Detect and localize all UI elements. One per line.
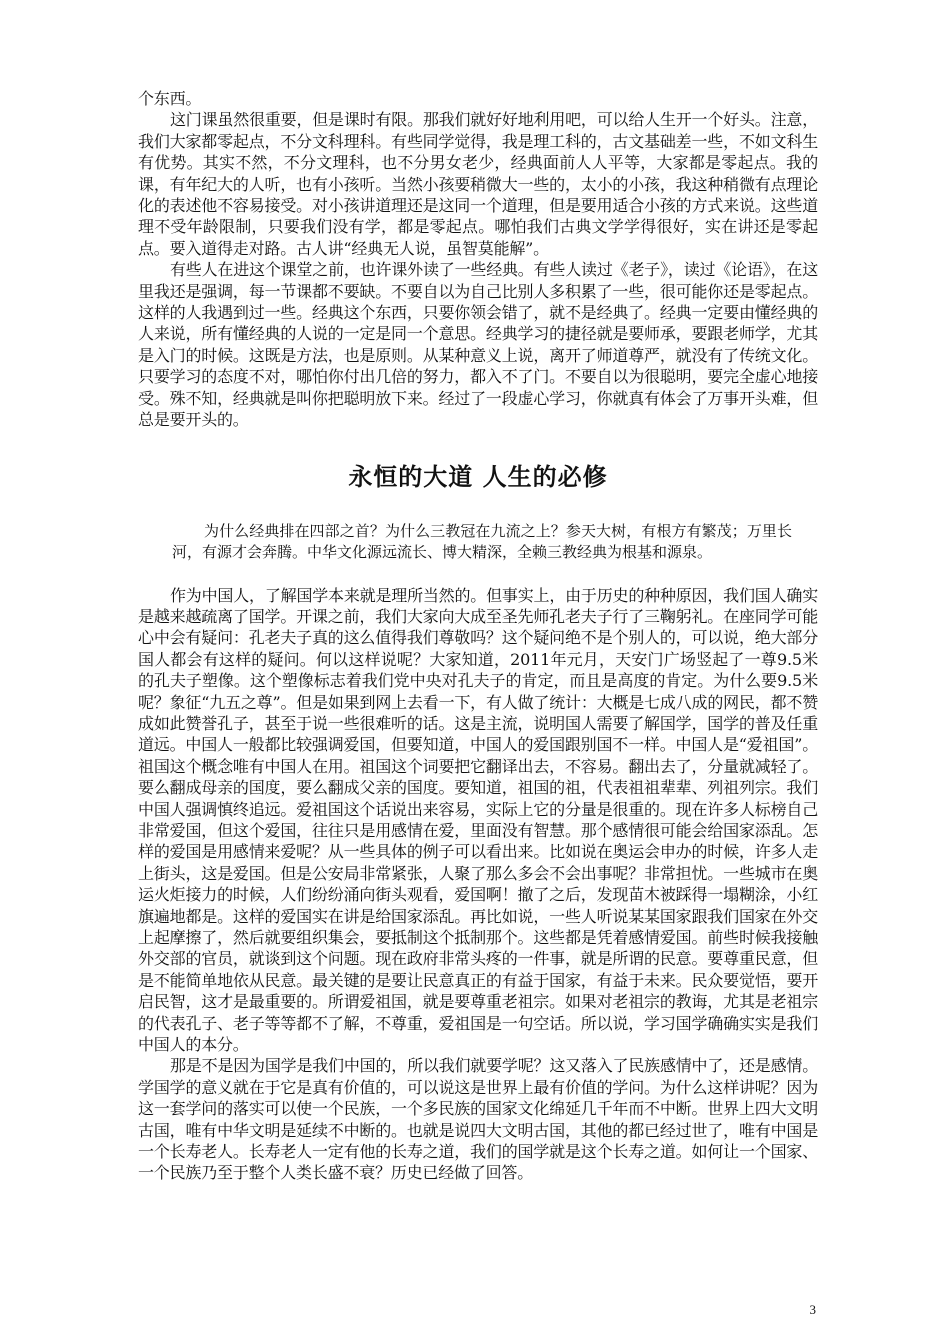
paragraph-course-intro: 这门课虽然很重要，但是课时有限。那我们就好好地利用吧，可以给人生开一个好头。注意，我们大家都零起点，不分文科理科。有些同学觉得，我是理工科的，古文基础差一些，不如文科生有优势。其实不然，不分文理科，也不分男女老少，经典面前人人平等，大家都是零起点。我的课，有年纪大的人听，也有小孩听。当然小孩要稍微大一些的，太小的小孩，我这种稍微有点理论化的表述他不容易接受。对小孩讲道理还是这同一个道理，但是要用适合小孩的方式来说。这些道理不受年龄限制，只要我们没有学，都是零起点。哪怕我们古典文学学得很好，实在讲还是零起点。要入道得走对路。古人讲“经典无人说，虽智莫能解”。 [138,110,818,258]
paragraph-patriotism: 作为中国人，了解国学本来就是理所当然的。但事实上，由于历史的种种原因，我们国人确实是越来越疏离了国学。开课之前，我们大家向大成至圣先师孔老夫子行了三鞠躬礼。在座同学可能心中会有疑问：孔老夫子真的这么值得我们尊敬吗？这个疑问绝不是个别人的，可以说，绝大部分国人都会有这样的疑问。何以这样说呢？大家知道，2011年元月，天安门广场竖起了一尊9.5米的孔夫子塑像。这个塑像标志着我们党中央对孔夫子的肯定，而且是高度的肯定。为什么要9.5米呢？象征“九五之尊”。但是如果到网上去看一下，有人做了统计：大概是七成八成的网民，都不赞成如此赞誉孔子，甚至于说一些很难听的话。这是主流，说明国人需要了解国学，国学的普及任重道远。中国人一般都比较强调爱国，但要知道，中国人的爱国跟别国不一样。中国人是“爱祖国”。祖国这个概念唯有中国人在用。祖国这个词要把它翻译出去，不容易。翻出去了，分量就减轻了。要么翻成母亲的国度，要么翻成父亲的国度。要知道，祖国的祖，代表祖祖辈辈、列祖列宗。我们中国人强调慎终追远。爱祖国这个话说出来容易，实际上它的分量是很重的。现在许多人标榜自己非常爱国，但这个爱国，往往只是用感情在爱，里面没有智慧。那个感情很可能会给国家添乱。怎样的爱国是用感情来爱呢？从一些具体的例子可以看出来。比如说在奥运会申办的时候，许多人走上街头，这是爱国。但是公安局非常紧张，人聚了那么多会不会出事呢？非常担忧。一些城市在奥运火炬接力的时候，人们纷纷涌向街头观看，爱国啊！撤了之后，发现苗木被踩得一塌糊涂，小红旗遍地都是。这样的爱国实在讲是给国家添乱。再比如说，一些人听说某某国家跟我们国家在外交上起摩擦了，然后就要组织集会，要抵制这个抵制那个。这些都是凭着感情爱国。前些时候我接触外交部的官员，就谈到这个问题。现在政府非常头疼的一件事，就是所谓的民意。要尊重民意，但是不能简单地依从民意。最关键的是要让民意真正的有益于国家，有益于未来。民众要觉悟，要开启民智，这才是最重要的。所谓爱祖国，就是要尊重老祖宗。如果对老祖宗的教诲，尤其是老祖宗的代表孔子、老子等等都不了解，不尊重，爱祖国是一句空话。所以说，学习国学确确实实是我们中国人的本分。 [138,585,818,1055]
page-number: 3 [809,1302,816,1317]
page-content [138,88,818,1184]
paragraph-classics-study: 有些人在进这个课堂之前，也许课外读了一些经典。有些人读过《老子》，读过《论语》，在这里我还是强调，每一节课都不要缺。不要自以为自己比别人多积累了一些，很可能你还是零起点。这样的人我遇到过一些。经典这个东西，只要你领会错了，就不是经典了。经典一定要由懂经典的人来说，所有懂经典的人说的一定是同一个意思。经典学习的捷径就是要师承，要跟老师学，尤其是入门的时候。这既是方法，也是原则。从某种意义上说，离开了师道尊严，就没有了传统文化。只要学习的态度不对，哪怕你付出几倍的努力，都入不了门。不要自以为很聪明，要完全虚心地接受。殊不知，经典就是叫你把聪明放下来。经过了一段虚心学习，你就真有体会了万事开头难，但总是要开头的。 [138,260,818,430]
paragraph-continuation: 个东西。 [138,89,202,108]
paragraph-value-of-guoxue: 那是不是因为国学是我们中国的，所以我们就要学呢？这又落入了民族感情中了，还是感情。学国学的意义就在于它是真有价值的，可以说这是世界上最有价值的学问。为什么这样讲呢？因为这一套学问的落实可以使一个民族，一个多民族的国家文化绵延几千年而不中断。世界上四大文明古国，唯有中华文明是延续不中断的。也就是说四大文明古国，其他的都已经过世了，唯有中国是一个长寿老人。长寿老人一定有他的长寿之道，我们的国学就是这个长寿之道。如何让一个国家、一个民族乃至于整个人类长盛不衰？历史已经做了回答。 [138,1056,818,1183]
section-title: 永恒的大道 人生的必修 [348,462,608,491]
section-epigraph: 为什么经典排在四部之首？为什么三教冠在九流之上？参天大树，有根方有繁茂；万里长河，有源才会奔腾。中华文化源远流长、博大精深，全赖三教经典为根基和源泉。 [172,521,792,561]
